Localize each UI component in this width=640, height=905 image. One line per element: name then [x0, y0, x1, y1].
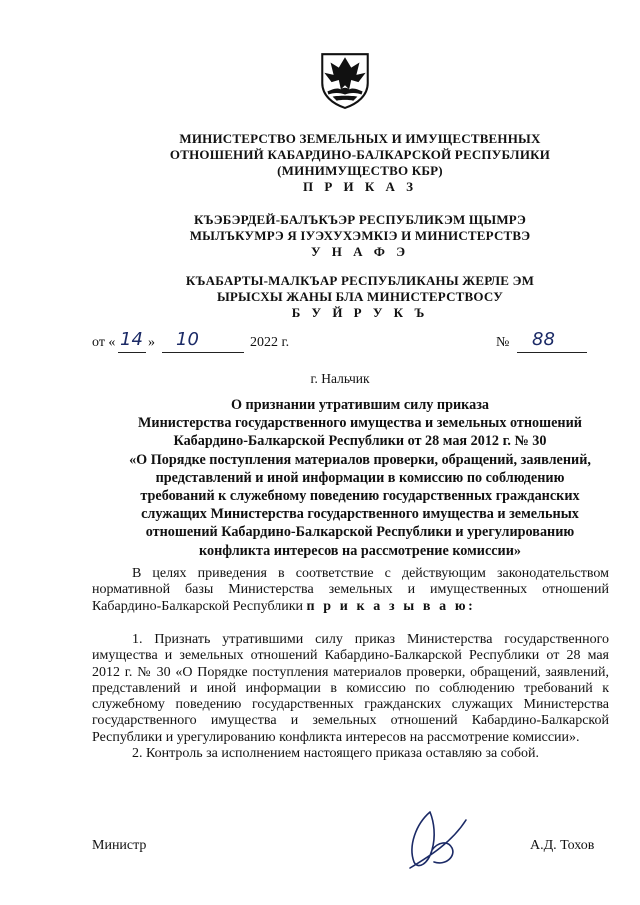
coat-of-arms-emblem	[314, 48, 376, 110]
title-line: служащих Министерства государственного имущества и земельных	[141, 506, 579, 523]
title-line: конфликта интересов на рассмотрение комиссии»	[198, 542, 522, 559]
title-line: О признании утратившим силу приказа	[230, 397, 490, 413]
date-day: 14	[120, 329, 143, 350]
title-line: Министерства государственного имущества и земельных отношений	[138, 415, 582, 432]
order-items	[92, 632, 609, 762]
date-prefix: от «	[92, 335, 116, 350]
date-month: 10	[176, 329, 199, 350]
title-line: Кабардино-Балкарской Республики от 28 мая 2012 г. № 30	[173, 433, 547, 450]
preamble-paragraph	[92, 566, 609, 615]
header-kbd-line: МЫЛЪКУМРЭ Я ІУЭХУХЭМКІЭ И МИНИСТЕРСТВЭ	[189, 228, 531, 243]
title-line: представлений и иной информации в комиссию по соблюдению	[155, 469, 565, 486]
document-title	[100, 396, 620, 560]
header-krc-line: КЪАБАРТЫ-МАЛКЪАР РЕСПУБЛИКАНЫ ЖЕРЛЕ ЭМ	[185, 273, 535, 288]
header-kbd-line: КЪЭБЭРДЕЙ-БАЛЪКЪЭР РЕСПУБЛИКЭМ ЩЫМРЭ	[194, 212, 526, 227]
header-ru	[90, 131, 630, 195]
date-year: 2022 г.	[250, 335, 290, 350]
preamble-text: В целях приведения в соответствие с действующим законодательством нормативной базы Министерства земельных и имущественных отношений Кабардино-Балкарской Республики	[92, 566, 609, 614]
number-prefix: №	[496, 335, 510, 350]
signatory-name: А.Д. Тохов	[530, 838, 595, 853]
header-ru-doc-type: П Р И К А З	[302, 179, 418, 194]
date-mid: »	[148, 335, 155, 350]
date-number-line	[92, 329, 612, 355]
title-line: отношений Кабардино-Балкарской Республики и урегулированию	[145, 524, 575, 541]
signatory-position: Министр	[92, 838, 147, 853]
order-item-1: 1. Признать утратившими силу приказ Министерства государственного имущества и земельных отношений Кабардино-Балкарской Республики от 28 мая 2012 г. № 30 «О Порядке поступления материалов проверки, обращений, заявлений, представлений и иной информации в комиссию по соблюдению требований к служебному поведению государственных гражданских служащих Министерства государственного имущества и земельных отношений Кабардино-Балкарской Республики и урегулированию конфликта интересов на рассмотрение комиссии».	[92, 632, 609, 745]
header-ru-line: ОТНОШЕНИЙ КАБАРДИНО-БАЛКАРСКОЙ РЕСПУБЛИКИ	[169, 147, 551, 162]
header-krc	[90, 273, 630, 321]
city-label: г. Нальчик	[310, 371, 370, 386]
header-krc-line: ЫРЫСХЫ ЖАНЫ БЛА МИНИСТЕРСТВОСУ	[216, 289, 504, 304]
order-item-2: 2. Контроль за исполнением настоящего приказа оставляю за собой.	[132, 746, 540, 762]
order-word: п р и к а з ы в а ю:	[306, 598, 476, 614]
header-krc-doc-type: Б У Й Р У К Ъ	[291, 305, 429, 320]
header-ru-line: МИНИСТЕРСТВО ЗЕМЕЛЬНЫХ И ИМУЩЕСТВЕННЫХ	[179, 131, 541, 146]
number-underline	[517, 352, 587, 353]
header-kbd	[90, 212, 630, 260]
title-line: «О Порядке поступления материалов проверки, обращений, заявлений,	[129, 451, 591, 468]
day-underline	[118, 352, 146, 353]
header-kbd-doc-type: У Н А Ф Э	[310, 244, 410, 259]
header-ru-line: (МИНИМУЩЕСТВО КБР)	[277, 163, 443, 178]
handwritten-signature	[400, 806, 475, 876]
order-number: 88	[532, 329, 555, 350]
month-underline	[162, 352, 244, 353]
title-line: требований к служебному поведению государственных гражданских	[140, 488, 580, 505]
